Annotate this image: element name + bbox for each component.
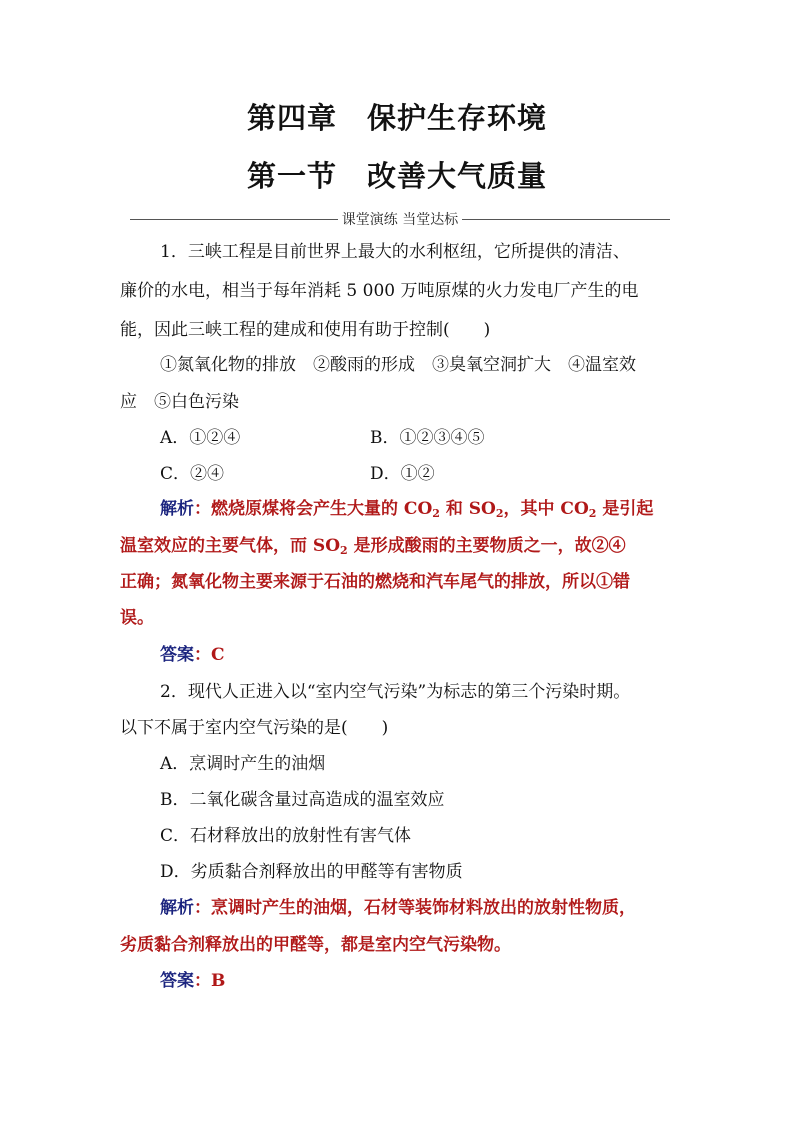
q2-analysis-line1: 解析：烹调时产生的油烟，石材等装饰材料放出的放射性物质，	[160, 898, 636, 918]
q2-stem-line1: 2．现代人正进入以“室内空气污染”为标志的第三个污染时期。	[160, 682, 631, 702]
q2-answer-value: ：B	[194, 971, 226, 991]
divider-label: 课堂演练 当堂达标	[341, 212, 459, 228]
q1-analysis-line3: 正确；氮氧化物主要来源于石油的燃烧和汽车尾气的排放，所以①错	[120, 572, 630, 592]
q1-analysis-line2: 温室效应的主要气体，而 $SO_2$ 是形成酸雨的主要物质之一，故②④	[120, 536, 626, 557]
q1-items-line1: ①氮氧化物的排放 ②酸雨的形成 ③臭氧空洞扩大 ④温室效	[160, 355, 636, 375]
q2-option-c: C．石材释放出的放射性有害气体	[160, 826, 412, 846]
q1-answer-value: ：C	[194, 645, 225, 665]
q1-analysis-line4: 误。	[120, 608, 154, 628]
section-divider	[130, 211, 670, 227]
q1-option-b: B．①②③④⑤	[370, 428, 485, 448]
q2-answer	[160, 971, 720, 991]
divider-line-left	[130, 219, 338, 220]
q2-analysis-label: 解析	[160, 898, 194, 918]
q1-answer	[160, 645, 720, 665]
q2-stem-line2: 以下不属于室内空气污染的是( )	[120, 718, 389, 738]
q1-option-d: D．①②	[370, 464, 435, 484]
q1-option-c: C．②④	[160, 464, 225, 484]
q1-answer-label: 答案	[160, 645, 194, 665]
q2-option-b: B．二氧化碳含量过高造成的温室效应	[160, 790, 445, 810]
q1-stem-line1: 1．三峡工程是目前世界上最大的水利枢纽，它所提供的清洁、	[160, 242, 630, 262]
q1-stem-line3: 能，因此三峡工程的建成和使用有助于控制( )	[120, 320, 491, 340]
q1-items-line2: 应 ⑤白色污染	[120, 392, 239, 412]
q2-analysis-line2: 劣质黏合剂释放出的甲醛等，都是室内空气污染物。	[120, 935, 511, 955]
q2-option-a: A．烹调时产生的油烟	[160, 754, 326, 774]
q1-analysis-label: 解析	[160, 499, 194, 519]
section-title: 第一节 改善大气质量	[246, 159, 547, 193]
q1-option-a: A．①②④	[160, 428, 241, 448]
q1-analysis-line1: 解析：燃烧原煤将会产生大量的 $CO_2$ 和 $SO_2$，其中 $CO_2$ 是引起	[160, 499, 654, 520]
q2-answer-label: 答案	[160, 971, 194, 991]
divider-line-right	[462, 219, 670, 220]
q1-stem-line2: 廉价的水电，相当于每年消耗 5 000 万吨原煤的火力发电厂产生的电	[120, 281, 639, 301]
q2-option-d: D．劣质黏合剂释放出的甲醛等有害物质	[160, 862, 463, 882]
chapter-title: 第四章 保护生存环境	[246, 101, 547, 135]
